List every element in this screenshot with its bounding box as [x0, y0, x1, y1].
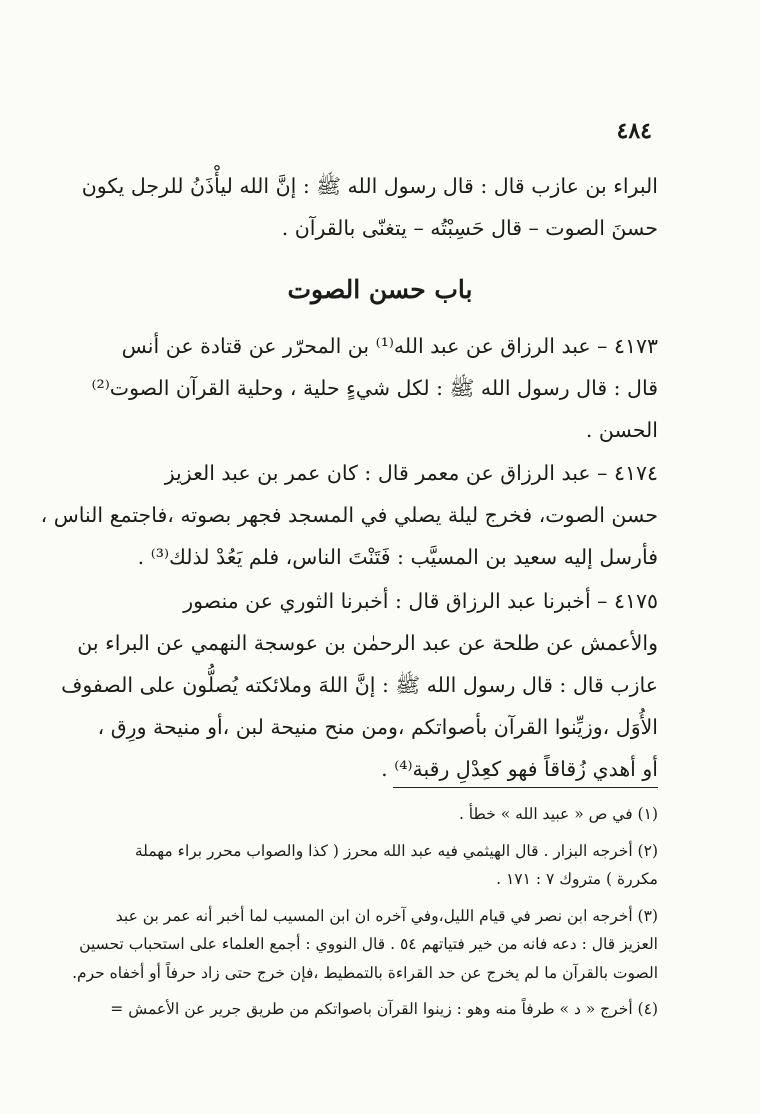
- footnote-line: مكررة ) متروك ٧ : ١٧١ .: [496, 870, 658, 888]
- chapter-title: باب حسن الصوت: [287, 275, 473, 304]
- text-line: البراء بن عازب قال : قال رسول الله ﷺ : إنَّ الله ليأْذَنُ للرجل يكون: [81, 174, 658, 198]
- text-line: الأُوَل ،وزيِّنوا القرآن بأصواتكم ،ومن منح منيحة لبن ،أو منيحة ورِق ،: [97, 715, 658, 739]
- footnote-line: (٢) أخرجه البزار . قال الهيثمي فيه عبد الله محرز ( كذا والصواب محرر براء مهملة: [134, 841, 658, 860]
- footnote-2: [106, 837, 658, 894]
- text-line: حسنَ الصوت – قال حَسِبْتُه – يتغنّى بالقرآن .: [281, 216, 658, 240]
- text-line: عازب قال : قال رسول الله ﷺ : إنَّ اللهَ وملائكته يُصلُّون على الصفوف: [61, 673, 658, 697]
- text-line: فأرسل إليه سعيد بن المسيَّب : فَتَنْتَ الناس، فلم يَعُدْ لذلك⁽³⁾ .: [137, 545, 658, 569]
- text-line: ٤١٧٥ – أخبرنا عبد الرزاق قال : أخبرنا الثوري عن منصور: [183, 589, 658, 613]
- footnote-divider: [393, 787, 658, 788]
- text-line: الحسن .: [585, 418, 658, 442]
- footnote-line: (١) في ص « عبيد الله » خطأ .: [458, 805, 658, 823]
- footnote-line: (٣) أخرجه ابن نصر في قيام الليل،وفي آخره ان ابن المسيب لما أخبر أنه عمر بن عبد: [115, 906, 658, 925]
- hadith-4173: [91, 325, 658, 451]
- text-line: والأعمش عن طلحة عن عبد الرحمٰن بن عوسجة النهمي عن البراء بن: [77, 631, 658, 655]
- footnotes: [72, 800, 658, 1032]
- text-line: ٤١٧٤ – عبد الرزاق عن معمر قال : كان عمر بن عبد العزيز: [164, 461, 658, 485]
- footnote-1: [106, 800, 658, 829]
- text-line: ٤١٧٣ – عبد الرزاق عن عبد الله⁽¹⁾ بن المحرّر عن قتادة عن أنس: [121, 334, 658, 358]
- footnote-4: [106, 995, 658, 1024]
- text-line: حسن الصوت، فخرج ليلة يصلي في المسجد فجهر بصوته ،فاجتمع الناس ،: [40, 503, 658, 527]
- page-number: ٤٨٤: [616, 118, 652, 144]
- hadith-4174: [40, 452, 658, 578]
- intro-paragraph: [81, 165, 658, 249]
- text-line: أو أهدي زُقاقاً فهو كعِدْلِ رقبة⁽⁴⁾ .: [381, 757, 658, 781]
- footnote-line: (٤) أخرج « د » طرفاً منه وهو : زينوا القرآن باصواتكم من طريق جرير عن الأعمش =: [110, 1000, 658, 1018]
- footnote-line: العزيز قال : دعه فانه من خير فتياتهم ٥٤ . قال النووي : أجمع العلماء على استحباب تحسين: [79, 935, 658, 953]
- footnote-3: [72, 902, 658, 988]
- footnote-line: الصوت بالقرآن ما لم يخرج عن حد القراءة بالتمطيط ،فإن خرج حتى زاد حرفاً أو أخفاه حرم.: [72, 963, 658, 982]
- hadith-4175: [61, 580, 658, 790]
- text-line: قال : قال رسول الله ﷺ : لكل شيءٍ حلية ، وحلية القرآن الصوت⁽²⁾: [91, 376, 658, 400]
